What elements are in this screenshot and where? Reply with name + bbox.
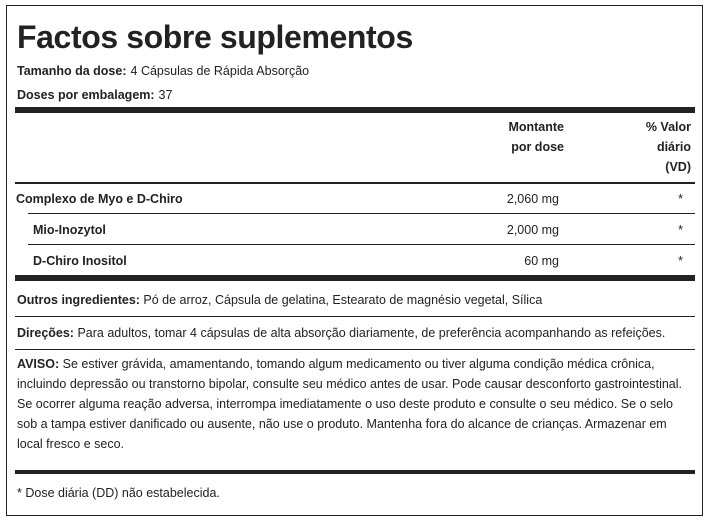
other-ingredients-label: Outros ingredientes: — [17, 293, 140, 307]
warning-text: Se estiver grávida, amamentando, tomando algum medicamento ou tiver alguma condição médica crônica, incluindo depressão ou transtorno bipolar, consulte seu médico antes de usar. Pode causar desconforto gastrointestinal. Se ocorrer alguma reação adversa, interrompa imediatamente o uso deste produto e consulte o seu médico. Se o selo sob a tampa estiver danificado ou ausente, não use o produto. Mantenha fora do alcance de crianças. Armazenar em local fresco e seco. — [17, 357, 682, 451]
servings-label: Doses por embalagem: — [17, 88, 155, 102]
directions-label: Direções: — [17, 326, 74, 340]
servings-value: 37 — [158, 88, 173, 102]
header-dv-line1: % Valor — [645, 120, 691, 134]
warning — [17, 354, 693, 454]
ingredient-name: Mio-Inozytol — [33, 223, 106, 237]
divider-header — [15, 182, 695, 184]
other-ingredients-text: Pó de arroz, Cápsula de gelatina, Estearato de magnésio vegetal, Sílica — [143, 293, 543, 307]
divider-thick-bottom — [15, 470, 695, 474]
servings-per-container — [17, 88, 172, 102]
header-amount-per-serving — [474, 117, 564, 157]
panel-title: Factos sobre suplementos — [17, 19, 413, 55]
serving-size — [17, 64, 309, 78]
serving-size-label: Tamanho da dose: — [17, 64, 127, 78]
ingredient-name: Complexo de Myo e D-Chiro — [16, 192, 183, 206]
divider-row — [28, 244, 695, 245]
ingredient-amount: 2,000 mg — [506, 223, 559, 237]
ingredient-amount: 2,060 mg — [506, 192, 559, 206]
directions — [17, 323, 693, 343]
header-dv-line3: (VD) — [665, 160, 691, 174]
warning-label: AVISO: — [17, 357, 60, 371]
divider-thick-top — [15, 107, 695, 113]
ingredient-name: D-Chiro Inositol — [33, 254, 127, 268]
ingredient-amount: 60 mg — [524, 254, 559, 268]
ingredient-dv: * — [678, 254, 683, 268]
header-amount-line1: Montante — [508, 120, 564, 134]
divider-thin — [15, 349, 695, 350]
other-ingredients — [17, 290, 693, 310]
serving-size-value: 4 Cápsulas de Rápida Absorção — [130, 64, 310, 78]
directions-text: Para adultos, tomar 4 cápsulas de alta absorção diariamente, de preferência acompanhando as refeições. — [77, 326, 666, 340]
header-amount-line2: por dose — [511, 140, 564, 154]
ingredient-dv: * — [678, 192, 683, 206]
divider-row — [28, 213, 695, 214]
footnote: * Dose diária (DD) não estabelecida. — [17, 486, 220, 500]
divider-thin — [15, 316, 695, 317]
header-dv-line2: diário — [656, 140, 691, 154]
header-daily-value — [611, 117, 691, 177]
ingredient-dv: * — [678, 223, 683, 237]
divider-thick-middle — [15, 275, 695, 281]
supplement-facts-panel — [6, 5, 703, 516]
